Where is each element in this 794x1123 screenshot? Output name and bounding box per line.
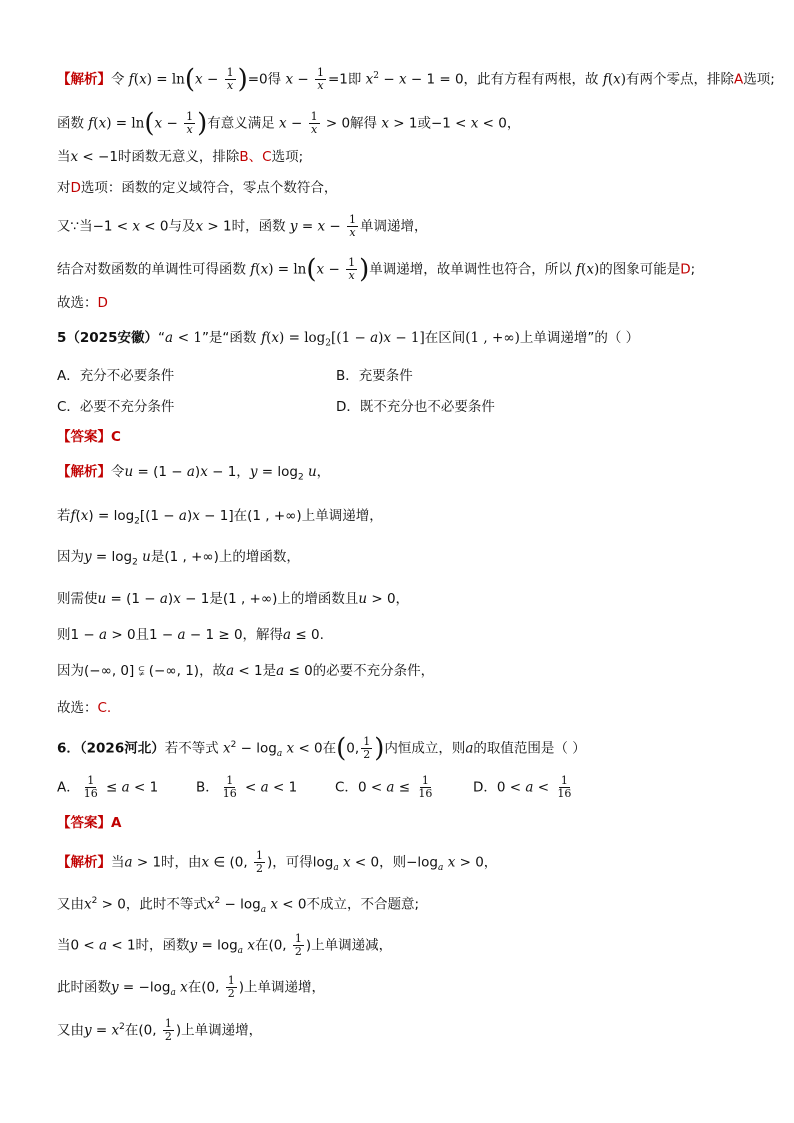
q6-sol-4: 此时函数$y = -\log_a$ x在(0, $\frac{1}{2}$ )上单调递增， bbox=[57, 974, 325, 1000]
q6-sol-1: 【解析】当a > 1时，由x ∈ (0, $\frac{1}{2}$ )，可得$\log_a x < 0$，则$-\log_a$ x > 0， bbox=[57, 849, 498, 875]
q6-option-b[interactable]: B． $\frac{1}{16}$ < a < 1 bbox=[196, 774, 298, 800]
q5-sol-3: 因为$y = \log_2 u$是(1 , +∞)上的增函数， bbox=[57, 549, 300, 568]
q5-sol-1: 【解析】令u = (1 − a)x − 1，$y = \log_2 u$， bbox=[57, 464, 331, 483]
q6-stem: 6．（2026河北）若不等式 $x^2 - \log_a x < 0$在(0, $\frac{1}{2}$ )内恒成立，则a的取值范围是（ ） bbox=[57, 733, 586, 764]
p4-line-1: 【解析】令 f(x) = ln(x − $\frac{1}{x}$ )=0得 x − $\frac{1}{x}$ =1即 $x^2 - x - 1 = 0$，此有方程有两根，故 f(x)有两个零点，排除A选项; bbox=[57, 64, 775, 95]
q6-option-c[interactable]: C．0 < a ≤ $\frac{1}{16}$ bbox=[335, 774, 433, 800]
p4-line-3: 当x < −1时函数无意义，排除B、C选项; bbox=[57, 149, 304, 165]
q5-sol-6: 因为(−∞, 0] ⫋ (−∞, 1)，故a < 1是a ≤ 0的必要不充分条件， bbox=[57, 663, 435, 679]
q5-stem: 5（2025安徽）“a < 1”是“函数 $f(x) = \log_2[(1 - a)x - 1]$在区间(1 , +∞)上单调递增”的（ ） bbox=[57, 330, 640, 349]
q6-sol-3: 当0 < a < 1时，函数$y = \log_a x$在(0, $\frac{1}{2}$ )上单调递减， bbox=[57, 932, 393, 958]
p4-line-2: 函数 f(x) = ln(x − $\frac{1}{x}$ )有意义满足 x − $\frac{1}{x}$ > 0解得 x > 1或−1 < x < 0， bbox=[57, 108, 521, 139]
analysis-tag: 【解析】 bbox=[57, 71, 111, 88]
analysis-tag: 【解析】 bbox=[57, 464, 111, 480]
q6-answer: 【答案】A bbox=[57, 815, 122, 831]
p4-line-6: 结合对数函数的单调性可得函数 f(x) = ln(x − $\frac{1}{x}$ )单调递增，故单调性也符合，所以 f(x)的图象可能是D; bbox=[57, 254, 696, 285]
q6-sol-2: 又由$x^2 > 0$，此时不等式$x^2 - \log_a x < 0$不成立，不合题意; bbox=[57, 896, 420, 916]
p4-line-4: 对D选项：函数的定义域符合，零点个数符合， bbox=[57, 180, 338, 196]
q5-option-b[interactable]: B．充要条件 bbox=[336, 368, 413, 384]
answer-tag: 【答案】 bbox=[57, 815, 111, 831]
q5-sol-7: 故选：C. bbox=[57, 700, 112, 716]
q5-option-d[interactable]: D．既不充分也不必要条件 bbox=[336, 399, 495, 415]
q6-option-d[interactable]: D．0 < a < $\frac{1}{16}$ bbox=[473, 774, 572, 800]
q5-option-a[interactable]: A．充分不必要条件 bbox=[57, 368, 175, 384]
p4-line-5: 又∵当−1 < x < 0与及x > 1时，函数 y = x − $\frac{1}{x}$ 单调递增， bbox=[57, 213, 428, 239]
q5-sol-5: 则1 − a > 0且1 − a − 1 ≥ 0，解得a ≤ 0. bbox=[57, 627, 324, 643]
q6-sol-5: 又由$y = x^2$在(0, $\frac{1}{2}$ )上单调递增， bbox=[57, 1017, 263, 1043]
q5-sol-4: 则需使u = (1 − a)x − 1是(1 , +∞)上的增函数且u > 0， bbox=[57, 591, 410, 607]
q5-option-c[interactable]: C．必要不充分条件 bbox=[57, 399, 175, 415]
analysis-tag: 【解析】 bbox=[57, 854, 111, 871]
q5-sol-2: 若$f(x) = \log_2[(1 - a)x - 1]$在(1 , +∞)上单调递增， bbox=[57, 508, 383, 527]
answer-tag: 【答案】 bbox=[57, 429, 111, 445]
p4-line-7: 故选：D bbox=[57, 295, 108, 311]
q5-answer: 【答案】C bbox=[57, 429, 121, 445]
q6-option-a[interactable]: A． $\frac{1}{16}$ ≤ a < 1 bbox=[57, 774, 159, 800]
